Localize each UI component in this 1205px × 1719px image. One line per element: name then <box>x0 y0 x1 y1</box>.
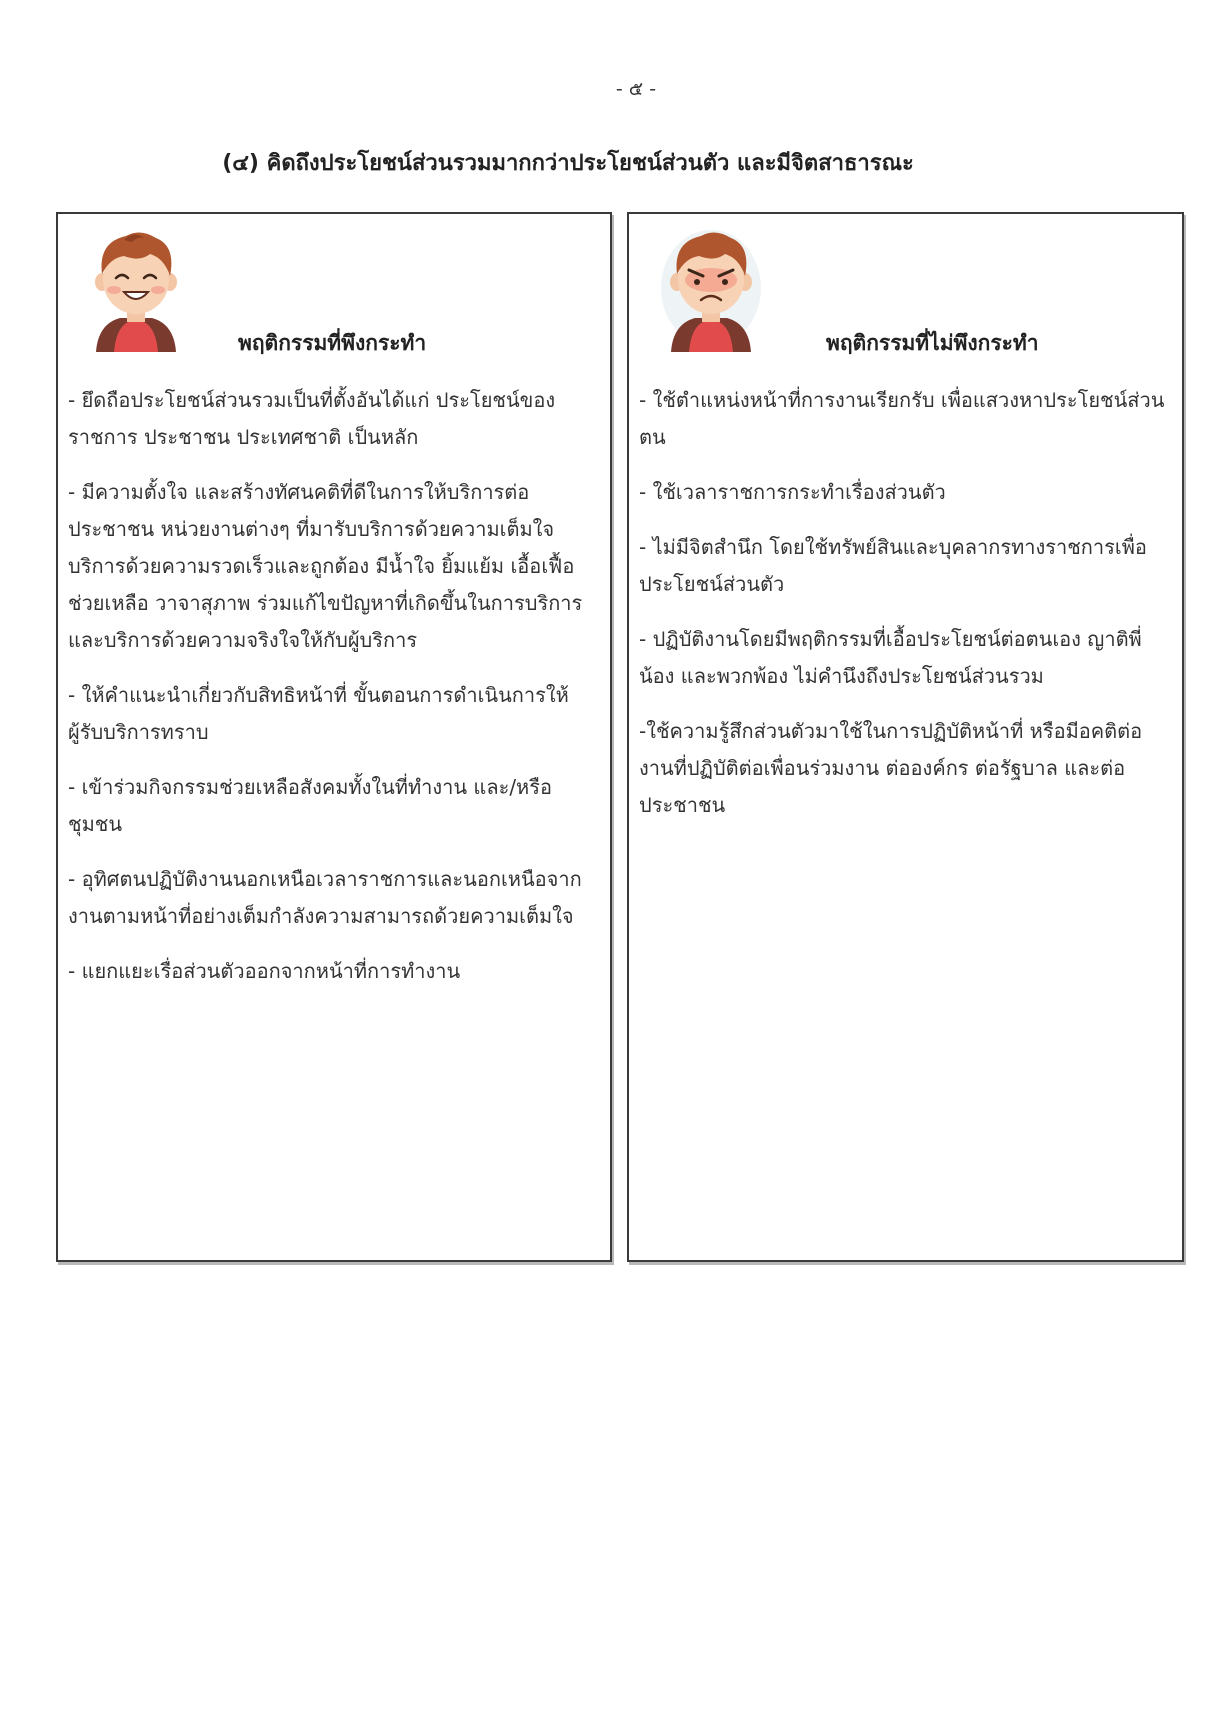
desirable-behaviors-list <box>68 382 596 1008</box>
desirable-behaviors-panel <box>56 212 612 1262</box>
list-item: - แยกแยะเรื่อส่วนตัวออกจากหน้าที่การทำงาน <box>68 959 461 983</box>
angry-boy-icon <box>659 224 763 352</box>
list-item: - ยึดถือประโยชน์ส่วนรวมเป็นที่ตั้งอันได้แก่ ประโยชน์ของราชการ ประชาชน ประเทศชาติ เป็นหลัก <box>68 388 556 449</box>
list-item: - มีความตั้งใจ และสร้างทัศนคติที่ดีในการให้บริการต่อประชาชน หน่วยงานต่างๆ ที่มารับบริการด้วยความเต็มใจ บริการด้วยความรวดเร็วและถูกต้อง มีน้ำใจ ยิ้มแย้ม เอื้อเฟื้อช่วยเหลือ วาจาสุภาพ ร่วมแก้ไขปัญหาที่เกิดขึ้นในการบริการ และบริการด้วยความจริงใจให้กับผู้บริการ <box>68 480 583 652</box>
list-item: - เข้าร่วมกิจกรรมช่วยเหลือสังคมทั้งในที่ทำงาน และ/หรือชุมชน <box>68 775 552 836</box>
list-item: - ใช้เวลาราชการกระทำเรื่องส่วนตัว <box>639 480 946 504</box>
list-item: - ใช้ตำแหน่งหน้าที่การงานเรียกรับ เพื่อแสวงหาประโยชน์ส่วนตน <box>639 388 1165 449</box>
undesirable-behaviors-panel <box>627 212 1184 1262</box>
list-item: - ไม่มีจิตสำนึก โดยใช้ทรัพย์สินและบุคลากรทางราชการเพื่อประโยชน์ส่วนตัว <box>639 535 1147 596</box>
undesirable-behaviors-list <box>639 382 1168 842</box>
list-item: -ใช้ความรู้สึกส่วนตัวมาใช้ในการปฏิบัติหน้าที่ หรือมีอคติต่องานที่ปฏิบัติต่อเพื่อนร่วมงาน ต่อองค์กร ต่อรัฐบาล และต่อประชาชน <box>639 719 1143 817</box>
undesirable-behaviors-title: พฤติกรรมที่ไม่พึงกระทำ <box>826 331 1039 355</box>
smiling-boy-icon <box>84 224 188 352</box>
section-heading: (๔) คิดถึงประโยชน์ส่วนรวมมากกว่าประโยชน์ส่วนตัว และมีจิตสาธารณะ <box>222 151 914 176</box>
list-item: - ปฏิบัติงานโดยมีพฤติกรรมที่เอื้อประโยชน์ต่อตนเอง ญาติพี่น้อง และพวกพ้อง ไม่คำนึงถึงประโยชน์ส่วนรวม <box>639 627 1142 688</box>
list-item: - อุทิศตนปฏิบัติงานนอกเหนือเวลาราชการและนอกเหนือจากงานตามหน้าที่อย่างเต็มกำลังความสามารถด้วยความเต็มใจ <box>68 867 582 928</box>
list-item: - ให้คำแนะนำเกี่ยวกับสิทธิหน้าที่ ขั้นตอนการดำเนินการให้ผู้รับบริการทราบ <box>68 683 569 744</box>
page-number: - ๕ - <box>615 78 657 100</box>
desirable-behaviors-title: พฤติกรรมที่พึงกระทำ <box>238 331 427 355</box>
